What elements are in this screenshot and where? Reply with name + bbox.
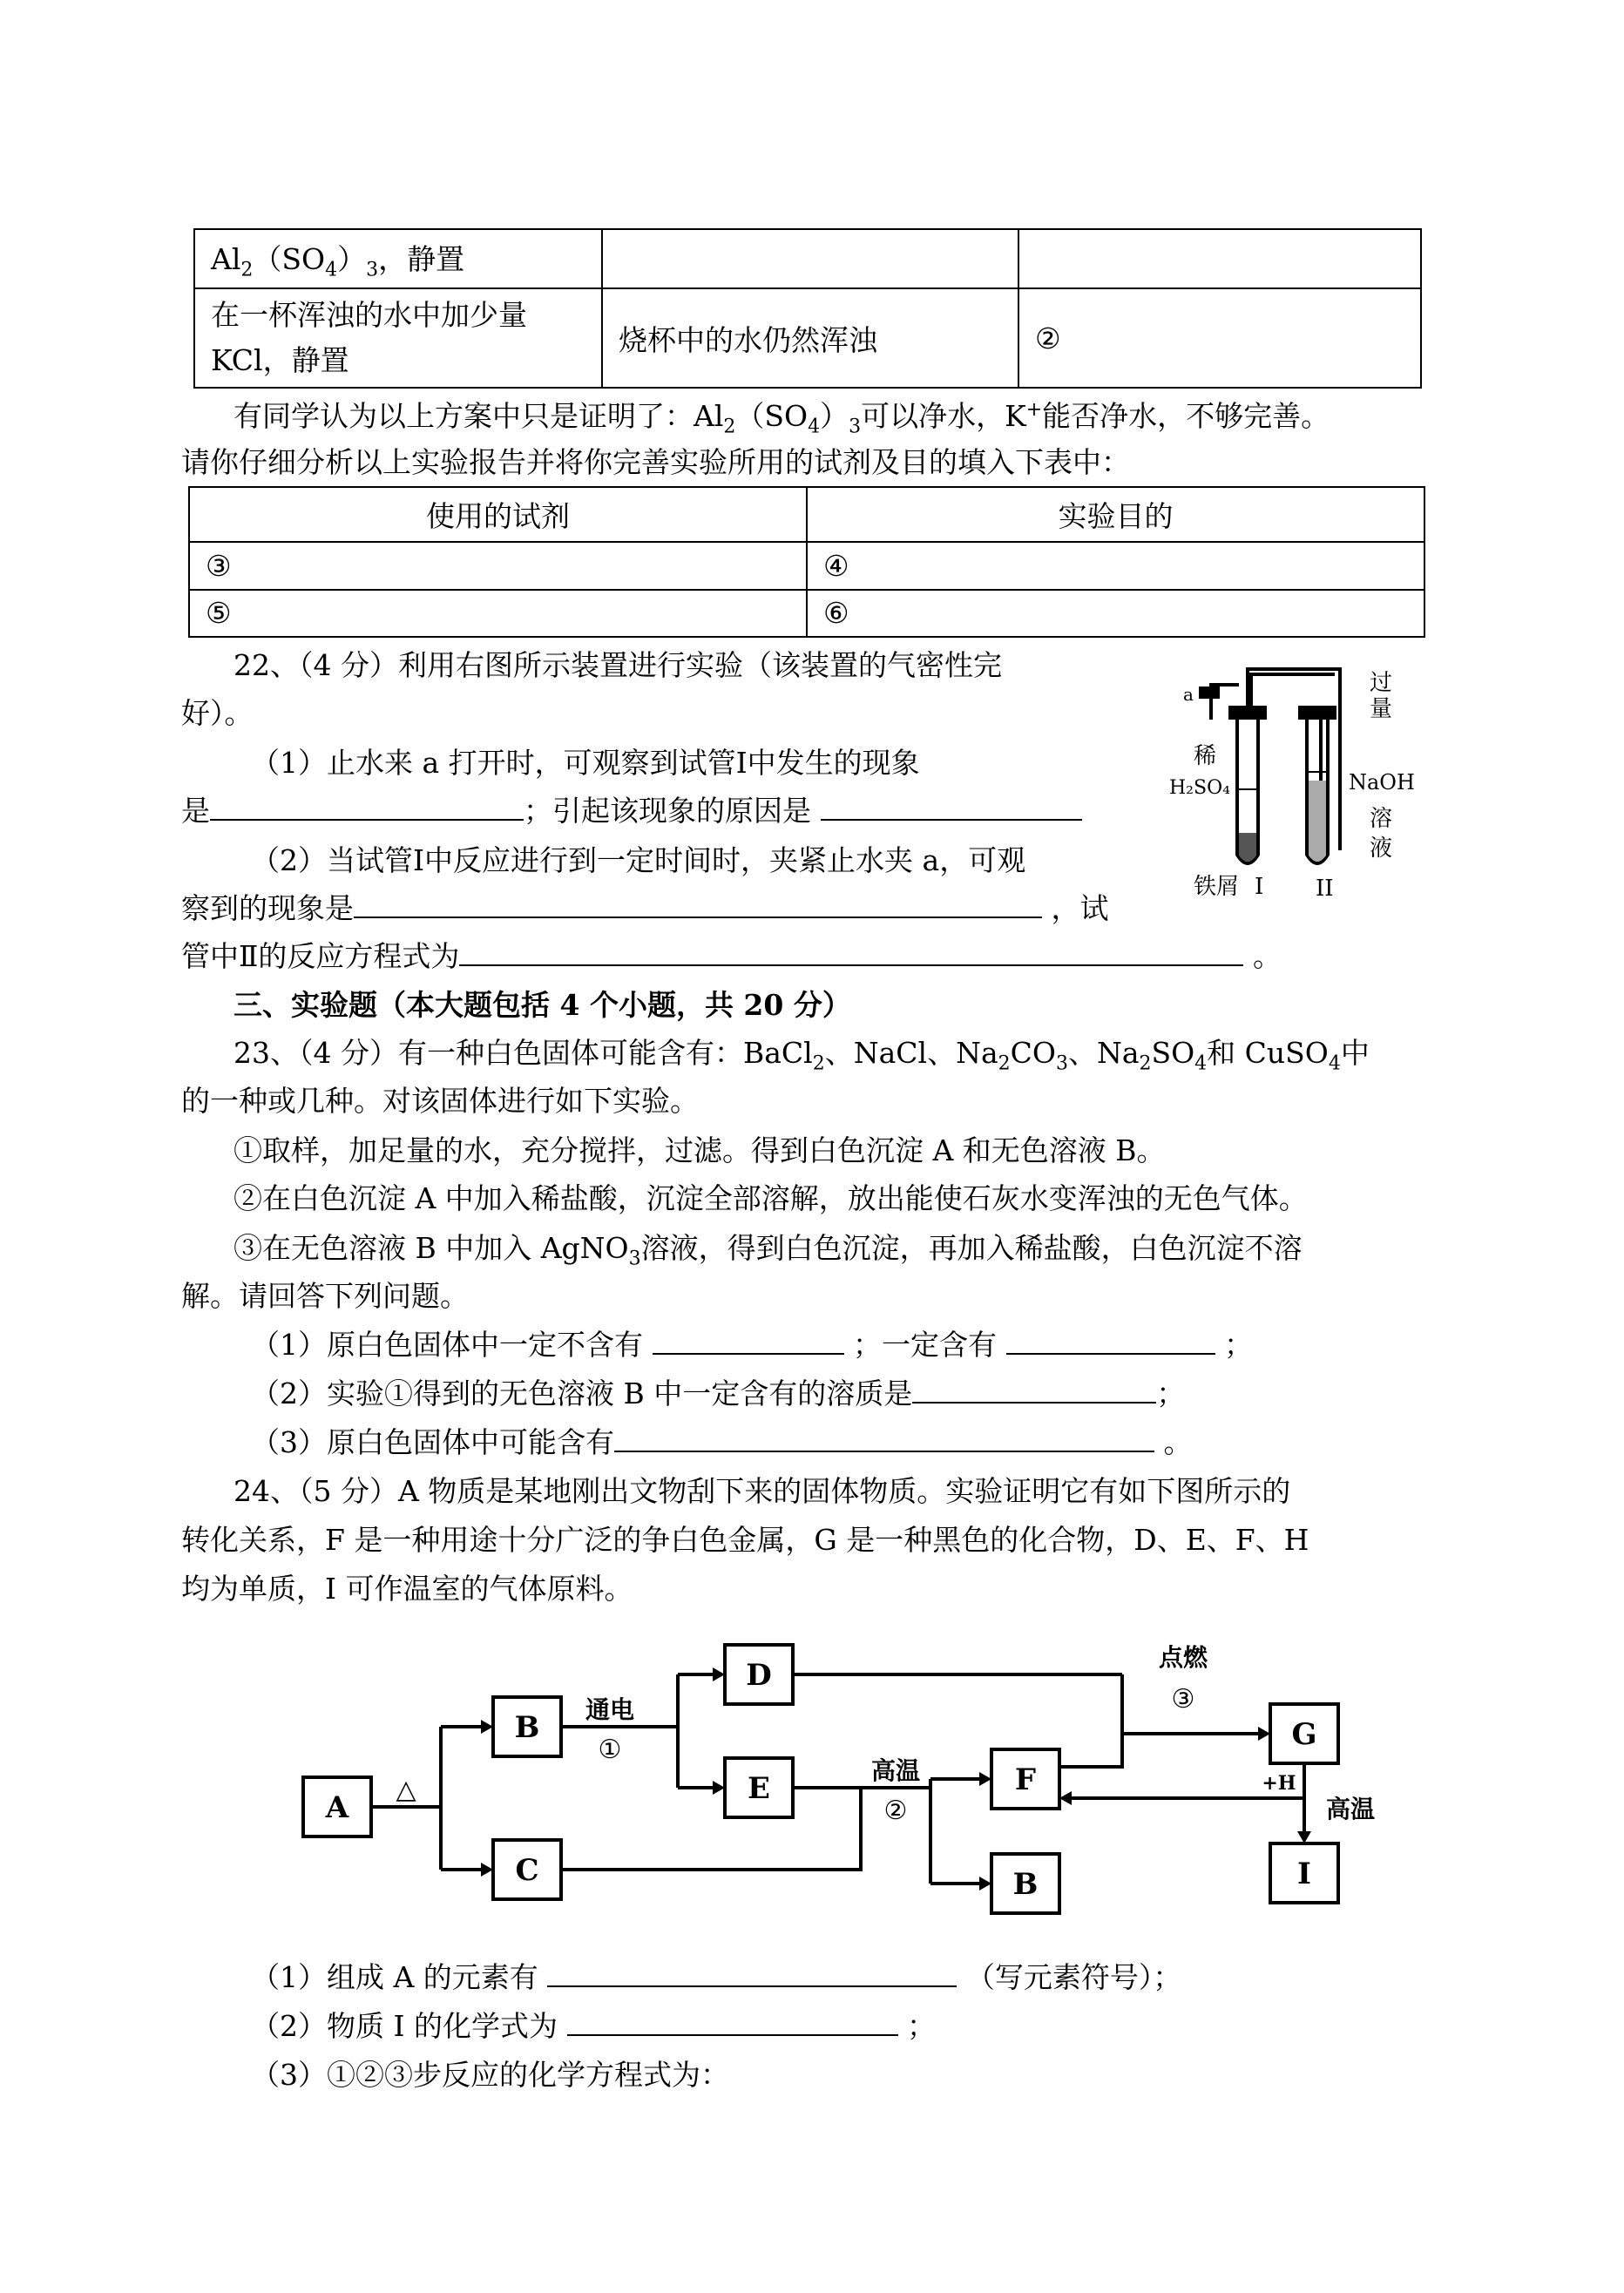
q24-line: （3）①②③步反应的化学方程式为： bbox=[251, 2058, 729, 2092]
edge-label: ② bbox=[883, 1796, 908, 1826]
answer-blank bbox=[459, 964, 1243, 966]
q24-line: 均为单质，I 可作温室的气体原料。 bbox=[181, 1572, 633, 1606]
test-tube-apparatus-figure bbox=[1167, 659, 1438, 903]
conversion-flow-diagram bbox=[233, 1627, 1392, 1924]
fig-label: 稀 bbox=[1194, 743, 1217, 769]
answer-blank bbox=[614, 1451, 1154, 1452]
answer-blank bbox=[210, 819, 524, 821]
edge-label: 高温 bbox=[1325, 1795, 1376, 1823]
paragraph-line: 请你仔细分析以上实验报告并将你完善实验所用的试剂及目的填入下表中： bbox=[181, 445, 1130, 479]
paragraph-line: 有同学认为以上方案中只是证明了：$Al_2(SO_4)_3$可以净水，K+能否净水，不够完善。 bbox=[233, 399, 1330, 438]
node-label: G bbox=[1291, 1717, 1317, 1752]
edge-label: 通电 bbox=[585, 1695, 635, 1724]
node-label: F bbox=[1014, 1762, 1037, 1797]
node-label: I bbox=[1297, 1857, 1311, 1891]
fig-label: II bbox=[1316, 876, 1334, 902]
fig-label: 量 bbox=[1370, 696, 1393, 722]
answer-blank bbox=[547, 1985, 957, 1987]
table-cell bbox=[1018, 229, 1421, 288]
edge-label: +H bbox=[1262, 1772, 1296, 1795]
table-cell: ⑥ bbox=[807, 590, 1424, 637]
table-header: 使用的试剂 bbox=[189, 487, 807, 542]
q22-line: 察到的现象是 ，试 bbox=[181, 891, 1109, 925]
answer-blank bbox=[653, 1353, 844, 1355]
q23-line: ②在白色沉淀 A 中加入稀盐酸，沉淀全部溶解，放出能使石灰水变浑浊的无色气体。 bbox=[233, 1181, 1308, 1215]
answer-blank bbox=[912, 1402, 1156, 1404]
edge-label: ③ bbox=[1171, 1684, 1195, 1715]
section-heading: 三、实验题（本大题包括 4 个小题，共 20 分） bbox=[233, 988, 851, 1022]
q23-line: （3）原白色固体中可能含有 。 bbox=[251, 1425, 1193, 1459]
fig-label: H₂SO₄ bbox=[1169, 777, 1230, 799]
fig-label: NaOH bbox=[1349, 770, 1415, 795]
q22-line: 好）。 bbox=[181, 696, 254, 730]
table-cell: ⑤ bbox=[189, 590, 807, 637]
edge-label: 点燃 bbox=[1158, 1643, 1208, 1672]
q24-line: （2）物质 I 的化学式为 ； bbox=[251, 2009, 937, 2043]
q23-line: 23、（4 分）有一种白色固体可能含有：BaCl$_2$、NaCl、$Na_2CO_3$、$Na_2SO_4$和 CuSO$_4$中 bbox=[233, 1036, 1370, 1075]
answer-blank bbox=[1006, 1353, 1215, 1355]
q23-line: 的一种或几种。对该固体进行如下实验。 bbox=[181, 1084, 699, 1118]
q22-line: 是 ；引起该现象的原因是 bbox=[181, 788, 1082, 829]
answer-blank bbox=[354, 917, 1042, 918]
table-cell: ③ bbox=[189, 542, 807, 589]
table-cell: 烧杯中的水仍然浑浊 bbox=[602, 288, 1018, 388]
edge-label: 高温 bbox=[870, 1756, 921, 1785]
reagent-table bbox=[188, 486, 1425, 638]
table-cell: ② bbox=[1018, 288, 1421, 388]
q22-line: 管中Ⅱ的反应方程式为 。 bbox=[181, 939, 1282, 973]
q24-line: 转化关系，F 是一种用途十分广泛的争白色金属，G 是一种黑色的化合物，D、E、F、H bbox=[181, 1523, 1309, 1557]
q23-line: ③在无色溶液 B 中加入 AgNO$_3$溶液，得到白色沉淀，再加入稀盐酸，白色沉淀不溶 bbox=[233, 1231, 1303, 1270]
answer-blank bbox=[821, 819, 1082, 821]
fig-label: 过 bbox=[1370, 670, 1393, 696]
table-cell: 在一杯浑浊的水中加少量 KCl，静置 bbox=[194, 288, 602, 388]
experiment-report-table bbox=[193, 228, 1422, 387]
fig-label: 液 bbox=[1370, 835, 1393, 862]
fig-label: 铁屑 bbox=[1194, 874, 1240, 900]
fig-label: I bbox=[1255, 874, 1264, 900]
node-label: B bbox=[514, 1710, 540, 1745]
q22-line: （1）止水来 a 打开时，可观察到试管Ⅰ中发生的现象 bbox=[251, 746, 920, 780]
node-label: C bbox=[515, 1853, 539, 1888]
q23-line: ①取样，加足量的水，充分搅拌，过滤。得到白色沉淀 A 和无色溶液 B。 bbox=[233, 1133, 1166, 1167]
edge-label: △ bbox=[396, 1775, 416, 1805]
table-cell: $Al_2(SO_4)_3$，静置 bbox=[194, 229, 602, 288]
q24-line: 24、（5 分）A 物质是某地刚出文物刮下来的固体物质。实验证明它有如下图所示的 bbox=[233, 1474, 1291, 1508]
q23-line: （1）原白色固体中一定不含有 ；一定含有 ； bbox=[251, 1328, 1253, 1362]
node-label: D bbox=[746, 1658, 772, 1693]
edge-label: ① bbox=[598, 1735, 622, 1765]
q23-line: （2）实验①得到的无色溶液 B 中一定含有的溶质是 ； bbox=[251, 1376, 1186, 1410]
q22-line: 22、（4 分）利用右图所示装置进行实验（该装置的气密性完 bbox=[233, 648, 1002, 682]
node-label: E bbox=[748, 1771, 770, 1806]
table-header: 实验目的 bbox=[807, 487, 1424, 542]
node-label: B bbox=[1012, 1867, 1039, 1902]
fig-label: a bbox=[1183, 684, 1194, 705]
fig-label: 溶 bbox=[1370, 806, 1393, 832]
q23-line: 解。请回答下列问题。 bbox=[181, 1279, 469, 1313]
q24-line: （1）组成 A 的元素有 （写元素符号）； bbox=[251, 1960, 1182, 1994]
node-label: A bbox=[325, 1790, 349, 1825]
table-cell bbox=[602, 229, 1018, 288]
table-cell: ④ bbox=[807, 542, 1424, 589]
answer-blank bbox=[567, 2034, 898, 2036]
q22-line: （2）当试管Ⅰ中反应进行到一定时间时，夹紧止水夹 a，可观 bbox=[251, 843, 1026, 877]
